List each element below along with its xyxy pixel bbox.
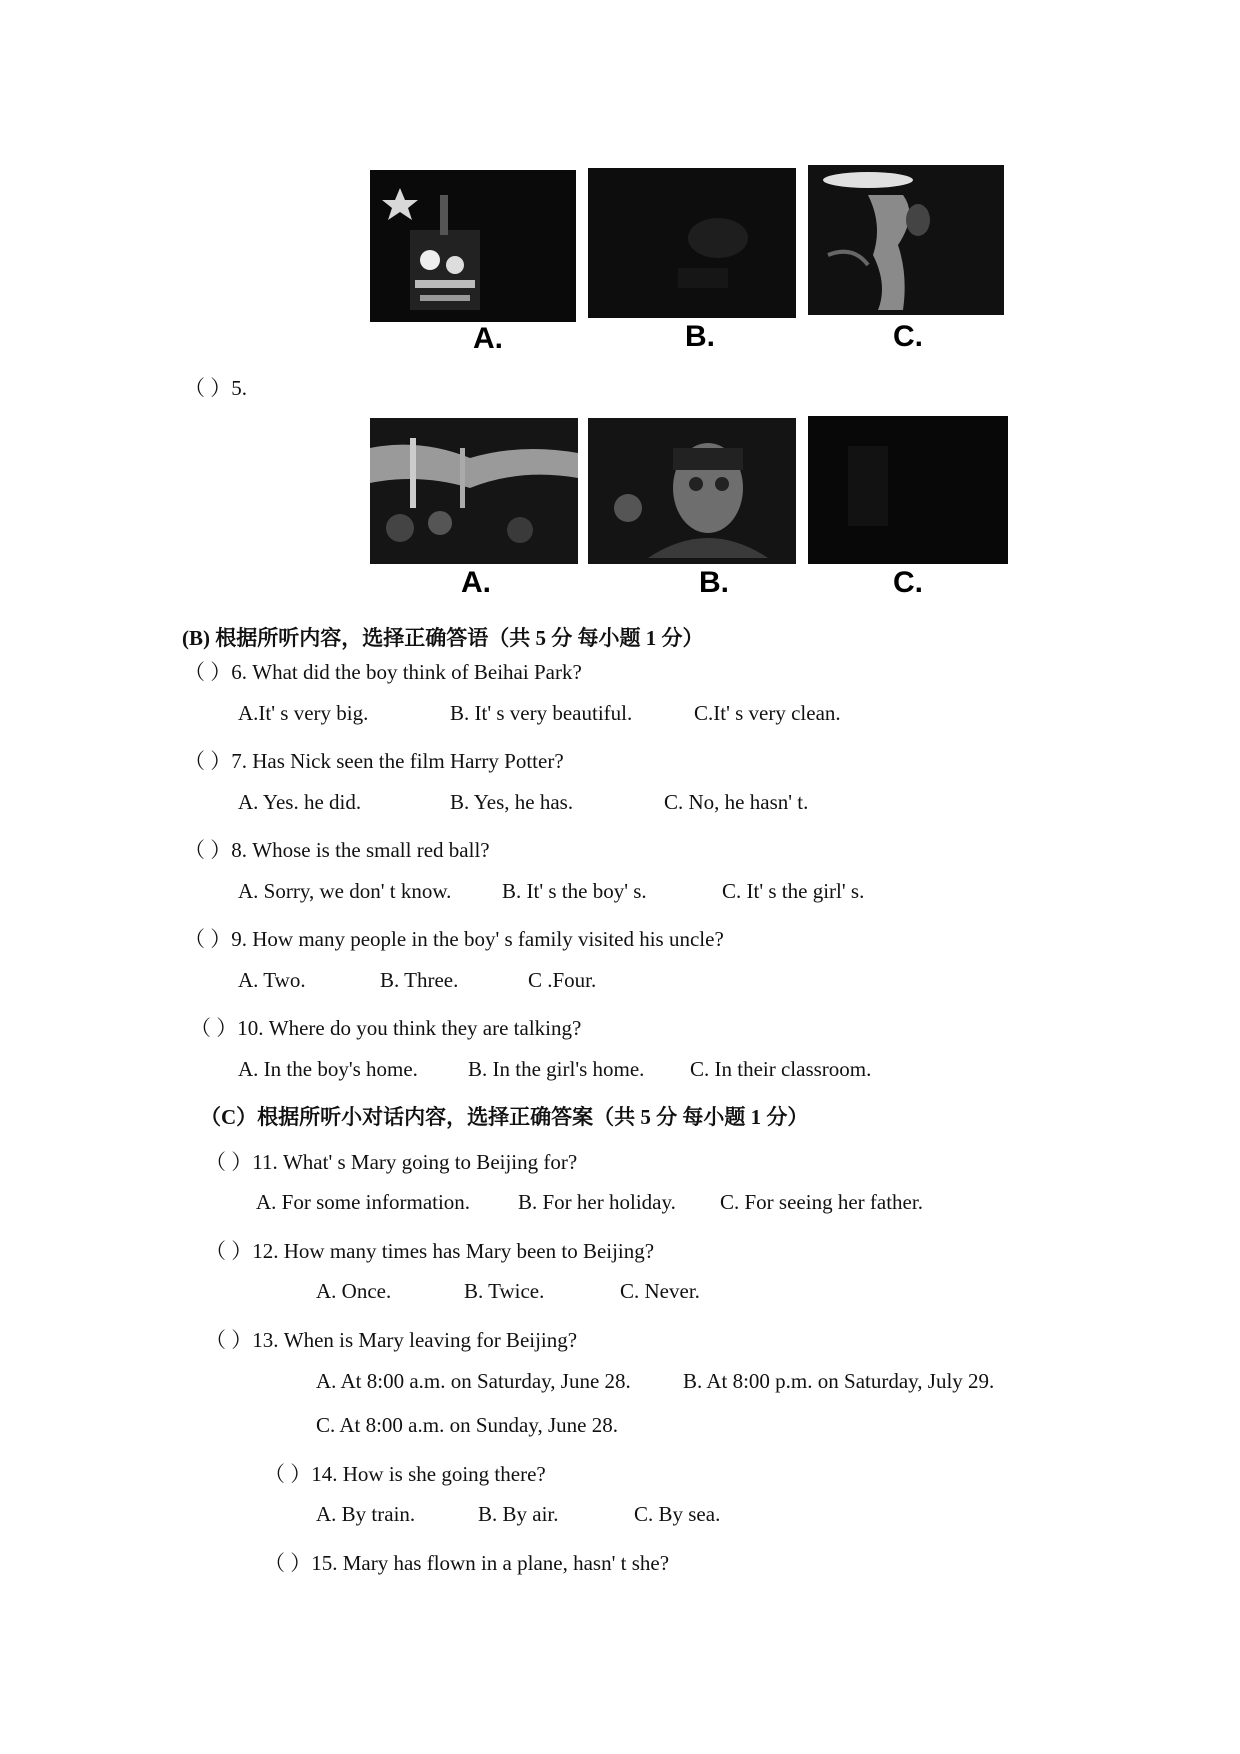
question-10: （ ）10. Where do you think they are talking?: [190, 1016, 582, 1040]
question-12: （ ）12. How many times has Mary been to Beijing?: [205, 1239, 655, 1263]
q7-option-c[interactable]: C. No, he hasn' t.: [664, 790, 809, 814]
question-7: （ ）7. Has Nick seen the film Harry Potter?: [184, 749, 564, 773]
q11-option-b[interactable]: B. For her holiday.: [518, 1190, 676, 1214]
q5-photo-c: [808, 416, 1008, 564]
q12-option-b[interactable]: B. Twice.: [464, 1279, 545, 1303]
q9-option-c[interactable]: C .Four.: [528, 968, 597, 992]
section-c-heading: （C）根据所听小对话内容，选择正确答案（共 5 分 每小题 1 分）: [200, 1105, 809, 1129]
question-15: （ ）15. Mary has flown in a plane, hasn' t she?: [264, 1551, 670, 1575]
q11-option-c[interactable]: C. For seeing her father.: [720, 1190, 923, 1214]
q8-option-c[interactable]: C. It' s the girl' s.: [722, 879, 865, 903]
question-5: （ ）5.: [184, 376, 247, 400]
q4-label-a: A.: [473, 322, 503, 355]
q8-option-a[interactable]: A. Sorry, we don' t know.: [238, 879, 452, 903]
q10-option-a[interactable]: A. In the boy's home.: [238, 1057, 418, 1081]
q7-option-b[interactable]: B. Yes, he has.: [450, 790, 574, 814]
q9-option-a[interactable]: A. Two.: [238, 968, 306, 992]
q10-option-b[interactable]: B. In the girl's home.: [468, 1057, 645, 1081]
q12-option-a[interactable]: A. Once.: [316, 1279, 392, 1303]
q9-option-b[interactable]: B. Three.: [380, 968, 459, 992]
question-14: （ ）14. How is she going there?: [264, 1462, 546, 1486]
q4-label-c: C.: [893, 320, 923, 353]
question-13: （ ）13. When is Mary leaving for Beijing?: [205, 1328, 578, 1352]
q13-option-b[interactable]: B. At 8:00 p.m. on Saturday, July 29.: [683, 1369, 995, 1393]
q5-label-c: C.: [893, 566, 923, 599]
q4-photo-a: [370, 170, 576, 322]
q14-option-a[interactable]: A. By train.: [316, 1502, 416, 1526]
q8-option-b[interactable]: B. It' s the boy' s.: [502, 879, 647, 903]
q5-photo-a: [370, 418, 578, 564]
q4-photo-c: [808, 165, 1004, 315]
q6-option-c[interactable]: C.It' s very clean.: [694, 701, 841, 725]
q14-option-c[interactable]: C. By sea.: [634, 1502, 721, 1526]
q5-label-b: B.: [699, 566, 729, 599]
q6-option-b[interactable]: B. It' s very beautiful.: [450, 701, 633, 725]
section-b-heading: (B) 根据所听内容，选择正确答语（共 5 分 每小题 1 分）: [182, 626, 704, 650]
q10-option-c[interactable]: C. In their classroom.: [690, 1057, 872, 1081]
question-9: （ ）9. How many people in the boy' s family visited his uncle?: [184, 927, 724, 951]
q7-option-a[interactable]: A. Yes. he did.: [238, 790, 362, 814]
q11-option-a[interactable]: A. For some information.: [256, 1190, 471, 1214]
q12-option-c[interactable]: C. Never.: [620, 1279, 700, 1303]
q6-option-a[interactable]: A.It' s very big.: [238, 701, 369, 725]
question-11: （ ）11. What' s Mary going to Beijing for?: [205, 1150, 578, 1174]
q13-option-c[interactable]: C. At 8:00 a.m. on Sunday, June 28.: [316, 1413, 618, 1437]
question-6: （ ）6. What did the boy think of Beihai Park?: [184, 660, 582, 684]
q14-option-b[interactable]: B. By air.: [478, 1502, 559, 1526]
q4-photo-b: [588, 168, 796, 318]
q5-label-a: A.: [461, 566, 491, 599]
q4-label-b: B.: [685, 320, 715, 353]
q13-option-a[interactable]: A. At 8:00 a.m. on Saturday, June 28.: [316, 1369, 631, 1393]
q5-photo-b: [588, 418, 796, 564]
question-8: （ ）8. Whose is the small red ball?: [184, 838, 490, 862]
